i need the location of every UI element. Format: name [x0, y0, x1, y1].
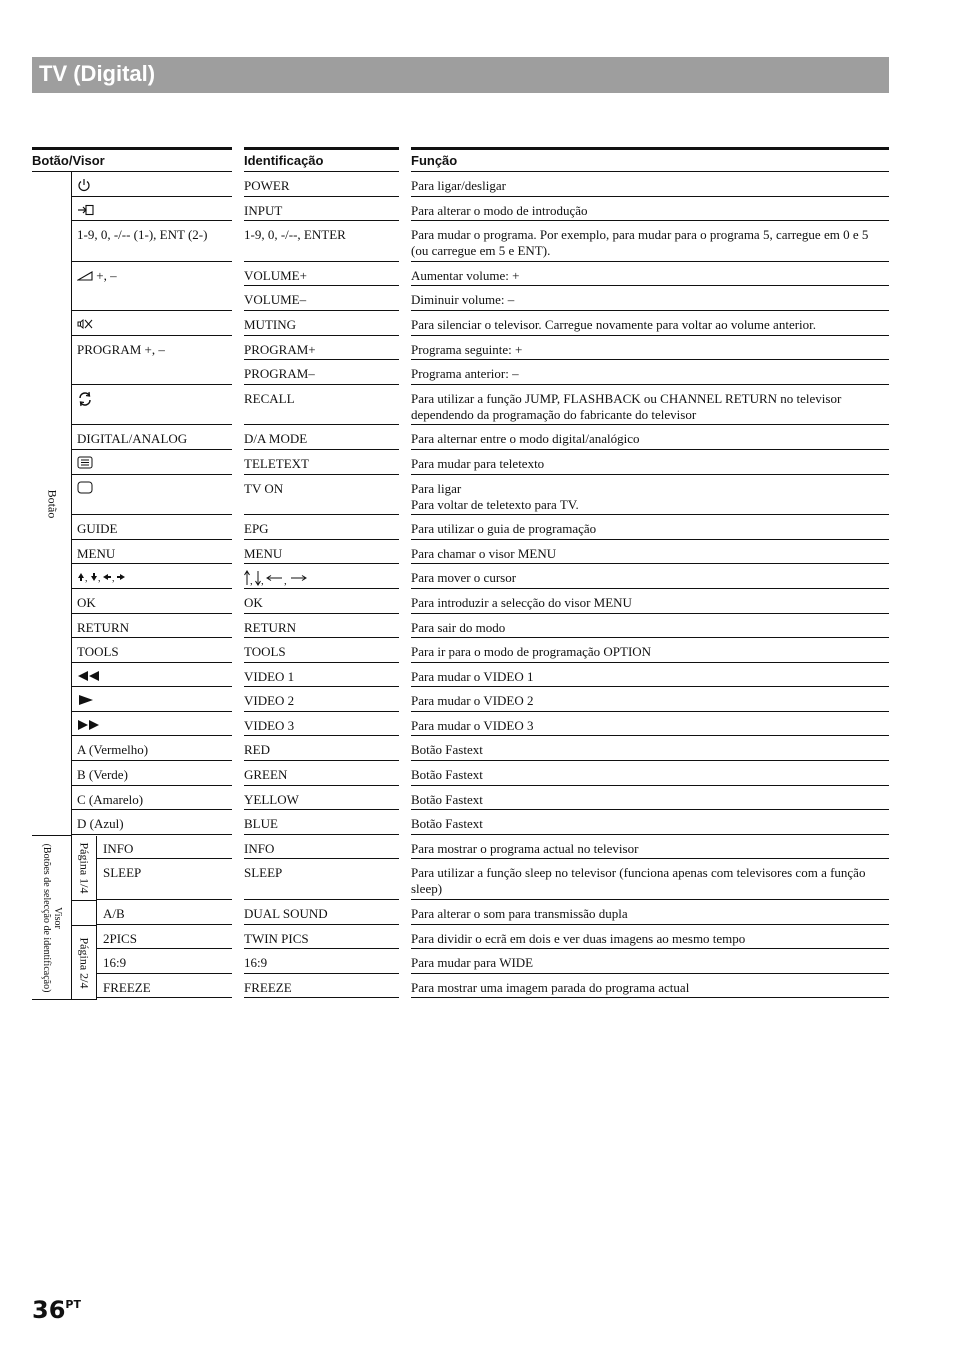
button-cell	[72, 736, 232, 761]
function-text: Programa anterior: –	[411, 366, 519, 382]
identification-label: TV ON	[244, 480, 284, 496]
button-cell	[97, 949, 232, 974]
identification-label: FREEZE	[244, 979, 292, 995]
identification-cell	[244, 638, 399, 663]
table-row	[0, 859, 954, 900]
page-number-suffix: PT	[65, 1298, 81, 1311]
teletext-icon	[77, 456, 93, 473]
function-text: Para mostrar o programa actual no televisor	[411, 840, 639, 856]
identification-label: GREEN	[244, 767, 288, 783]
table-row	[0, 810, 954, 835]
identification-cell	[244, 925, 399, 950]
button-label: GUIDE	[77, 521, 118, 537]
button-cell	[72, 786, 232, 811]
identification-cell	[244, 515, 399, 540]
identification-cell	[244, 589, 399, 614]
identification-label: RED	[244, 742, 270, 758]
function-cell	[411, 638, 889, 663]
power-icon	[77, 178, 91, 196]
function-text: Para ligar	[411, 480, 462, 496]
function-text: Para chamar o visor MENU	[411, 545, 557, 561]
identification-cell	[244, 761, 399, 786]
function-text: Para utilizar o guia de programação	[411, 521, 597, 537]
function-text: Programa seguinte: +	[411, 341, 523, 357]
identification-cell	[244, 450, 399, 475]
button-cell	[72, 810, 232, 835]
volume-icon	[77, 269, 93, 285]
function-cell	[411, 687, 889, 712]
button-label: DIGITAL/ANALOG	[77, 431, 188, 447]
function-text: Aumentar volume: +	[411, 267, 520, 283]
function-text: Para sair do modo	[411, 619, 506, 635]
function-cell	[411, 925, 889, 950]
identification-label: RECALL	[244, 390, 295, 406]
button-cell	[72, 311, 232, 336]
function-cell	[411, 835, 889, 860]
svg-text:,: ,	[250, 575, 253, 587]
identification-label: VOLUME+	[244, 267, 307, 283]
identification-cell	[244, 540, 399, 565]
function-text: Para dividir o ecrã em dois e ver duas imagens ao mesmo tempo	[411, 930, 746, 946]
button-cell	[72, 336, 232, 361]
button-cell	[72, 589, 232, 614]
identification-cell	[244, 475, 399, 516]
identification-label: PROGRAM+	[244, 341, 316, 357]
function-text: Para ligar/desligar	[411, 178, 506, 193]
button-cell	[72, 564, 232, 589]
button-label: SLEEP	[103, 865, 142, 881]
function-cell	[411, 786, 889, 811]
button-cell	[72, 450, 232, 475]
identification-cell	[244, 197, 399, 222]
page-label-1: Página 1/4	[77, 842, 92, 894]
svg-text:,: ,	[112, 573, 115, 584]
identification-label: TELETEXT	[244, 455, 309, 471]
function-cell	[411, 311, 889, 336]
button-label: D (Azul)	[77, 816, 124, 832]
table-row	[0, 515, 954, 540]
table-row	[0, 736, 954, 761]
rewind-icon	[77, 670, 101, 686]
function-cell	[411, 221, 889, 262]
identification-label: VIDEO 3	[244, 717, 295, 733]
function-cell	[411, 736, 889, 761]
identification-cell	[244, 336, 399, 361]
function-text: Para mudar para WIDE	[411, 955, 534, 971]
function-text-2: Para voltar de teletexto para TV.	[411, 496, 579, 512]
function-cell	[411, 450, 889, 475]
function-text: Botão Fastext	[411, 791, 483, 807]
button-cell	[97, 925, 232, 950]
function-text: Para mostrar uma imagem parada do programa actual	[411, 979, 690, 995]
function-text: Para mover o cursor	[411, 570, 517, 586]
table-row	[0, 663, 954, 688]
identification-cell	[244, 564, 399, 589]
button-label: OK	[77, 594, 96, 610]
visor-sublabel: (Botões de selecção de identificação)	[40, 843, 52, 992]
identification-cell	[244, 262, 399, 287]
function-cell	[411, 475, 889, 516]
button-label: RETURN	[77, 619, 129, 635]
identification-label: EPG	[244, 521, 269, 537]
identification-cell	[244, 360, 399, 385]
identification-cell	[244, 614, 399, 639]
button-label: 1-9, 0, -/-- (1-), ENT (2-)	[77, 227, 208, 243]
identification-cell	[244, 835, 399, 860]
table-row	[0, 712, 954, 737]
function-cell	[411, 761, 889, 786]
button-cell	[72, 687, 232, 712]
function-text: Para alternar entre o modo digital/analógico	[411, 431, 640, 447]
button-cell	[72, 761, 232, 786]
button-cell	[72, 712, 232, 737]
identification-label: MUTING	[244, 316, 296, 332]
header-button: Botão/Visor	[32, 147, 232, 172]
page-number	[32, 1296, 81, 1324]
table-row	[0, 564, 954, 589]
function-cell	[411, 589, 889, 614]
identification-cell	[244, 900, 399, 925]
table-row	[0, 925, 954, 950]
identification-cell	[244, 286, 399, 311]
identification-cell	[244, 425, 399, 450]
function-cell	[411, 540, 889, 565]
input-icon	[77, 204, 95, 220]
function-text: Para alterar o modo de introdução	[411, 202, 588, 218]
button-cell	[97, 835, 232, 860]
function-cell	[411, 949, 889, 974]
svg-text:,: ,	[261, 575, 264, 587]
arrows-icon	[77, 571, 137, 587]
identification-cell	[244, 736, 399, 761]
function-cell	[411, 810, 889, 835]
identification-label: INPUT	[244, 202, 283, 218]
button-label: 2PICS	[103, 930, 137, 946]
button-label: INFO	[103, 840, 134, 856]
function-text: Para silenciar o televisor. Carregue novamente para voltar ao volume anterior.	[411, 316, 817, 332]
function-text: Botão Fastext	[411, 816, 483, 832]
function-cell	[411, 286, 889, 311]
function-cell	[411, 515, 889, 540]
function-text: Para mudar o VIDEO 1	[411, 668, 534, 684]
button-cell	[72, 614, 232, 639]
button-cell	[72, 638, 232, 663]
identification-label: TWIN PICS	[244, 930, 309, 946]
function-text: Para alterar o som para transmissão dupla	[411, 906, 628, 922]
button-cell	[72, 425, 232, 450]
button-cell	[97, 974, 232, 999]
header-identification: Identificação	[244, 147, 399, 172]
function-cell	[411, 262, 889, 287]
identification-label: YELLOW	[244, 791, 299, 807]
identification-label: RETURN	[244, 619, 296, 635]
table-row	[0, 311, 954, 336]
function-text: Para utilizar a função JUMP, FLASHBACK ou CHANNEL RETURN no televisor dependendo da programação do fabricante do televisor	[411, 390, 842, 422]
identification-label: OK	[244, 594, 263, 610]
identification-cell	[244, 859, 399, 900]
button-cell	[72, 515, 232, 540]
button-cell	[72, 475, 232, 516]
function-cell	[411, 859, 889, 900]
identification-label: POWER	[244, 178, 290, 193]
function-text: Botão Fastext	[411, 742, 483, 758]
button-cell	[72, 262, 232, 287]
identification-cell	[244, 974, 399, 999]
identification-label: VIDEO 1	[244, 668, 295, 684]
function-cell	[411, 425, 889, 450]
svg-text:,: ,	[284, 575, 287, 587]
table-row	[0, 450, 954, 475]
table-row	[0, 761, 954, 786]
function-cell	[411, 360, 889, 385]
table-row	[0, 638, 954, 663]
function-text: Para mudar o programa. Por exemplo, para mudar para o programa 5, carregue em 0 e 5 (ou carregue em 5 e ENT).	[411, 227, 869, 259]
table-row	[0, 197, 954, 222]
table-row	[0, 949, 954, 974]
mute-icon	[77, 318, 93, 334]
function-text: Para mudar o VIDEO 2	[411, 693, 534, 709]
table-row	[0, 786, 954, 811]
button-label: A (Vermelho)	[77, 742, 149, 758]
identification-cell	[244, 172, 399, 197]
button-cell	[72, 197, 232, 222]
function-cell	[411, 385, 889, 426]
function-cell	[411, 712, 889, 737]
function-text: Diminuir volume: –	[411, 292, 515, 308]
function-text: Para mudar o VIDEO 3	[411, 717, 534, 733]
identification-label: VOLUME–	[244, 292, 307, 308]
button-cell	[72, 385, 232, 426]
table-row	[0, 835, 954, 860]
identification-label: 1-9, 0, -/--, ENTER	[244, 227, 346, 243]
function-cell	[411, 564, 889, 589]
identification-label: MENU	[244, 545, 283, 561]
svg-text:,: ,	[85, 573, 88, 584]
table-row	[0, 172, 954, 197]
identification-label: DUAL SOUND	[244, 906, 328, 922]
play-icon	[77, 694, 95, 710]
table-row	[0, 360, 954, 385]
table-row	[0, 974, 954, 999]
identification-label: SLEEP	[244, 865, 283, 881]
identification-cell	[244, 949, 399, 974]
section-title: TV (Digital)	[39, 61, 156, 86]
button-cell	[72, 172, 232, 197]
identification-cell	[244, 687, 399, 712]
button-label: FREEZE	[103, 979, 151, 995]
button-cell	[72, 663, 232, 688]
table-row	[0, 614, 954, 639]
identification-label: D/A MODE	[244, 431, 308, 447]
section-title-bar	[32, 57, 889, 93]
table-row	[0, 589, 954, 614]
identification-label: 16:9	[244, 955, 268, 971]
table-row	[0, 900, 954, 925]
fast-forward-icon	[77, 719, 101, 735]
button-label: PROGRAM +, –	[77, 341, 165, 357]
cursor-arrows-icon	[244, 570, 314, 590]
button-cell	[72, 360, 232, 385]
table-row	[0, 475, 954, 516]
function-text: Para mudar para teletexto	[411, 455, 545, 471]
identification-cell	[244, 786, 399, 811]
identification-label: INFO	[244, 840, 275, 856]
function-cell	[411, 974, 889, 999]
function-cell	[411, 336, 889, 361]
function-cell	[411, 614, 889, 639]
button-label: MENU	[77, 545, 116, 561]
tv-icon	[77, 481, 93, 498]
function-cell	[411, 172, 889, 197]
identification-cell	[244, 663, 399, 688]
function-cell	[411, 900, 889, 925]
button-label: TOOLS	[77, 644, 119, 660]
identification-label: VIDEO 2	[244, 693, 295, 709]
function-cell	[411, 197, 889, 222]
identification-label: TOOLS	[244, 644, 286, 660]
button-cell	[72, 540, 232, 565]
table-row	[0, 221, 954, 262]
table-row	[0, 336, 954, 361]
table-body	[0, 172, 954, 998]
identification-label: PROGRAM–	[244, 366, 315, 382]
group-label-botao: Botão	[45, 489, 59, 518]
recall-icon	[77, 391, 93, 411]
identification-cell	[244, 712, 399, 737]
table-row	[0, 425, 954, 450]
identification-cell	[244, 385, 399, 426]
button-label: B (Verde)	[77, 767, 128, 783]
button-cell	[97, 900, 232, 925]
visor-label: Visor	[51, 906, 63, 929]
function-cell	[411, 663, 889, 688]
table-row	[0, 262, 954, 287]
function-text: Para ir para o modo de programação OPTION	[411, 644, 652, 660]
button-label: 16:9	[103, 955, 127, 971]
svg-text:,: ,	[98, 573, 101, 584]
function-text: Botão Fastext	[411, 767, 483, 783]
function-text: Para utilizar a função sleep no televisor (funciona apenas com televisores com a função sleep)	[411, 865, 866, 897]
page-label-2: Página 2/4	[77, 937, 92, 988]
table-row	[0, 385, 954, 426]
button-label: A/B	[103, 906, 125, 922]
identification-cell	[244, 810, 399, 835]
table-row	[0, 540, 954, 565]
button-cell	[72, 221, 232, 262]
button-label: C (Amarelo)	[77, 791, 144, 807]
header-function: Função	[411, 147, 889, 172]
table-row	[0, 687, 954, 712]
button-cell	[72, 286, 232, 311]
button-cell	[97, 859, 232, 900]
function-text: Para introduzir a selecção do visor MENU	[411, 594, 632, 610]
page-number-value: 36	[32, 1296, 66, 1324]
identification-label: BLUE	[244, 816, 278, 832]
button-label: +, –	[93, 267, 117, 283]
identification-cell	[244, 221, 399, 262]
identification-cell	[244, 311, 399, 336]
table-row	[0, 286, 954, 311]
